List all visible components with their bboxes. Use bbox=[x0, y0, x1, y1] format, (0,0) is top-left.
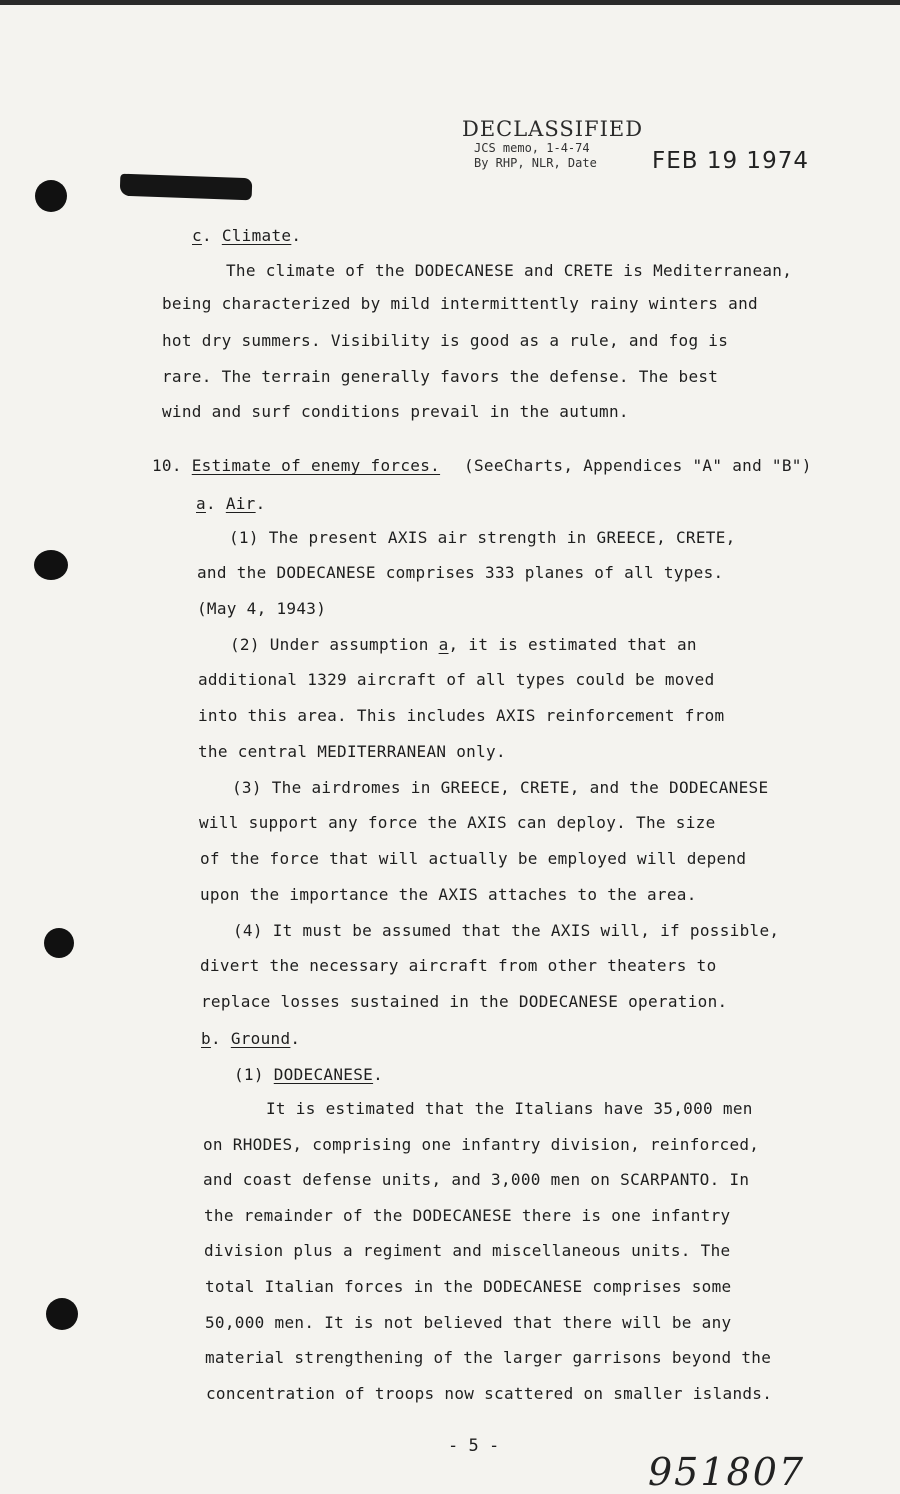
air-p1-line-1: (1) The present AXIS air strength in GREECE, CRETE, bbox=[229, 528, 736, 547]
climate-line-4: rare. The terrain generally favors the defense. The best bbox=[162, 367, 719, 386]
section-c-title: Climate bbox=[221, 226, 292, 245]
section-10-number: 10. bbox=[152, 456, 182, 475]
sub-a-heading: a. Air. bbox=[196, 494, 266, 513]
air-p2-ref: a bbox=[438, 635, 449, 654]
climate-line-2: being characterized by mild intermittently rainy winters and bbox=[162, 294, 758, 313]
ground-line-2: on RHODES, comprising one infantry division, reinforced, bbox=[203, 1135, 760, 1154]
punch-hole-4 bbox=[46, 1298, 78, 1330]
stamp-date: FEB 19 1974 bbox=[652, 148, 809, 174]
air-p3-line-2: will support any force the AXIS can deploy. The size bbox=[199, 813, 716, 832]
air-p2-rest: , it is estimated that an bbox=[448, 635, 697, 654]
air-p2-line-3: into this area. This includes AXIS reinforcement from bbox=[198, 706, 725, 725]
punch-hole-2 bbox=[34, 550, 68, 580]
air-p4-line-2: divert the necessary aircraft from other theaters to bbox=[200, 956, 717, 975]
air-p3-line-3: of the force that will actually be employed will depend bbox=[200, 849, 747, 868]
air-p4-line-3: replace losses sustained in the DODECANESE operation. bbox=[201, 992, 728, 1011]
air-p2-lead: (2) Under assumption bbox=[230, 635, 439, 654]
redacted-classification-marking bbox=[120, 174, 253, 201]
stamp-title: DECLASSIFIED bbox=[462, 117, 644, 141]
ground-line-1: It is estimated that the Italians have 35,000 men bbox=[266, 1099, 753, 1118]
stamp-authority: JCS memo, 1-4-74 bbox=[474, 141, 590, 155]
ground-line-7: 50,000 men. It is not believed that there will be any bbox=[205, 1313, 732, 1332]
sub-b-label: b bbox=[201, 1029, 211, 1048]
air-p4-line-1: (4) It must be assumed that the AXIS will, if possible, bbox=[233, 921, 780, 940]
section-c-label: c bbox=[192, 226, 202, 245]
section-10-title: Estimate of enemy forces. bbox=[191, 456, 441, 475]
sub-b-heading: b. Ground. bbox=[201, 1029, 301, 1048]
ground-line-9: concentration of troops now scattered on smaller islands. bbox=[206, 1384, 773, 1403]
climate-line-1: The climate of the DODECANESE and CRETE is Mediterranean, bbox=[226, 261, 793, 280]
ground-line-6: total Italian forces in the DODECANESE comprises some bbox=[205, 1277, 732, 1296]
punch-hole-3 bbox=[44, 928, 74, 958]
ground-line-8: material strengthening of the larger garrisons beyond the bbox=[205, 1348, 772, 1367]
sub-b-title: Ground bbox=[230, 1029, 291, 1048]
air-p1-line-3: (May 4, 1943) bbox=[197, 599, 327, 618]
air-p2-line-4: the central MEDITERRANEAN only. bbox=[198, 742, 506, 761]
section-c-heading: c. Climate. bbox=[192, 226, 302, 245]
air-p2-line-1 bbox=[230, 635, 697, 655]
ground-line-4: the remainder of the DODECANESE there is one infantry bbox=[204, 1206, 731, 1225]
ground-line-3: and coast defense units, and 3,000 men on SCARPANTO. In bbox=[203, 1170, 750, 1189]
air-p1-line-2: and the DODECANESE comprises 333 planes of all types. bbox=[197, 563, 724, 582]
declassification-stamp bbox=[462, 117, 643, 171]
ground-item-1-heading: (1) DODECANESE. bbox=[234, 1065, 384, 1084]
climate-line-3: hot dry summers. Visibility is good as a rule, and fog is bbox=[162, 331, 729, 350]
punch-hole-1 bbox=[35, 180, 67, 212]
air-p3-line-1: (3) The airdromes in GREECE, CRETE, and the DODECANESE bbox=[232, 778, 769, 797]
handwritten-document-number: 951807 bbox=[648, 1450, 806, 1494]
section-10-heading bbox=[152, 456, 812, 476]
ground-item-1-title: DODECANESE bbox=[273, 1065, 374, 1084]
climate-line-5: wind and surf conditions prevail in the autumn. bbox=[162, 402, 629, 421]
section-10-note: (SeeCharts, Appendices "A" and "B") bbox=[464, 456, 812, 475]
page-number: - 5 - bbox=[448, 1436, 500, 1456]
sub-a-title: Air bbox=[225, 494, 256, 513]
ground-item-1-number: (1) bbox=[234, 1065, 264, 1084]
sub-a-label: a bbox=[196, 494, 206, 513]
air-p3-line-4: upon the importance the AXIS attaches to the area. bbox=[200, 885, 697, 904]
stamp-by-line: By RHP, NLR, Date bbox=[474, 156, 597, 170]
page-top-edge bbox=[0, 0, 900, 5]
ground-line-5: division plus a regiment and miscellaneous units. The bbox=[204, 1241, 731, 1260]
air-p2-line-2: additional 1329 aircraft of all types could be moved bbox=[198, 670, 715, 689]
